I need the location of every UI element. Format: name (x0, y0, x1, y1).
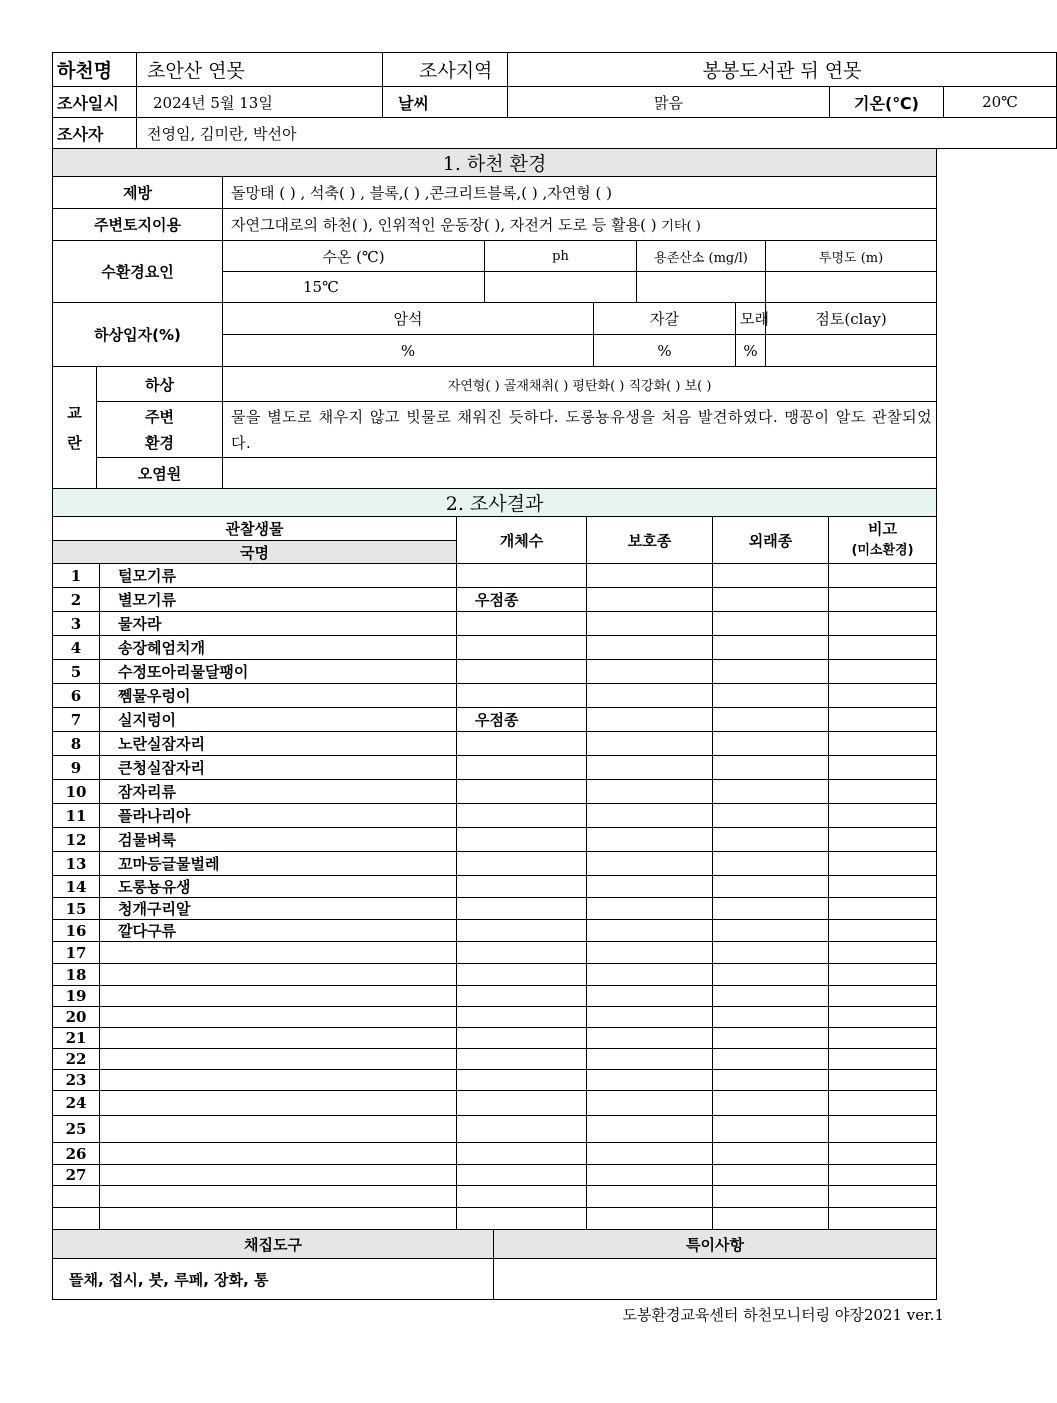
row-number: 11 (53, 804, 100, 828)
note-cell (829, 660, 937, 684)
table-row (53, 732, 937, 756)
individual-count (457, 1143, 587, 1165)
water-label: 수환경요인 (53, 241, 223, 303)
alien-cell (713, 942, 829, 964)
individual-count (457, 684, 587, 708)
note-cell (829, 1208, 937, 1230)
species-name: 큰청실잠자리 (100, 756, 457, 780)
remarks-label: 특이사항 (494, 1230, 937, 1259)
date-label: 조사일시 (53, 87, 137, 118)
table-row (53, 684, 937, 708)
alien-cell (713, 636, 829, 660)
row-number: 17 (53, 942, 100, 964)
species-name: 청개구리알 (100, 898, 457, 920)
note-cell (829, 986, 937, 1007)
remarks-value (494, 1259, 937, 1300)
protected-cell (587, 612, 713, 636)
landuse-other: 기타( ) (661, 219, 701, 234)
table-row (53, 1143, 937, 1165)
water-header-temp: 수온 (℃) (223, 241, 485, 272)
row-number: 7 (53, 708, 100, 732)
note-cell (829, 1049, 937, 1070)
table-row (53, 1208, 937, 1230)
row-number: 22 (53, 1049, 100, 1070)
sediment-value-sand: % (736, 335, 766, 367)
table-row (53, 588, 937, 612)
area-label: 조사지역 (383, 53, 508, 87)
individual-count (457, 564, 587, 588)
protected-cell (587, 1186, 713, 1208)
protected-cell (587, 564, 713, 588)
water-value-do (637, 272, 766, 303)
pollution-value (223, 458, 937, 489)
note-cell (829, 780, 937, 804)
alien-cell (713, 588, 829, 612)
sediment-header-clay: 점토(clay) (766, 303, 937, 335)
species-name (100, 1028, 457, 1049)
table-row (53, 660, 937, 684)
protected-cell (587, 876, 713, 898)
row-number: 24 (53, 1091, 100, 1116)
note-cell (829, 964, 937, 986)
alien-cell (713, 564, 829, 588)
note-cell (829, 804, 937, 828)
species-name (100, 1186, 457, 1208)
row-number: 12 (53, 828, 100, 852)
table-row (53, 920, 937, 942)
table-row (53, 898, 937, 920)
note-cell (829, 876, 937, 898)
note-cell (829, 684, 937, 708)
note-cell (829, 1091, 937, 1116)
tools-label: 채집도구 (53, 1230, 494, 1259)
alien-cell (713, 898, 829, 920)
row-number: 2 (53, 588, 100, 612)
species-name (100, 1208, 457, 1230)
alien-cell (713, 828, 829, 852)
individual-count (457, 1165, 587, 1186)
species-name: 검물벼룩 (100, 828, 457, 852)
alien-cell (713, 1028, 829, 1049)
protected-cell (587, 920, 713, 942)
col-count: 개체수 (457, 517, 587, 564)
surveyor-label: 조사자 (53, 118, 137, 149)
riverbed-options: 자연형( ) 골재채취( ) 평탄화( ) 직강화( ) 보( ) (223, 367, 937, 402)
species-name: 깔다구류 (100, 920, 457, 942)
row-number: 25 (53, 1116, 100, 1143)
protected-cell (587, 1143, 713, 1165)
individual-count (457, 942, 587, 964)
protected-cell (587, 1208, 713, 1230)
note-cell (829, 636, 937, 660)
weather-label: 날씨 (383, 87, 508, 118)
table-row (53, 1165, 937, 1186)
species-name: 도롱뇽유생 (100, 876, 457, 898)
temp-value: 20℃ (944, 87, 1057, 118)
species-name (100, 1070, 457, 1091)
protected-cell (587, 636, 713, 660)
alien-cell (713, 612, 829, 636)
footer-text: 도봉환경교육센터 하천모니터링 야장2021 ver.1 (622, 1306, 944, 1324)
individual-count (457, 964, 587, 986)
note-cell (829, 1143, 937, 1165)
species-name (100, 1007, 457, 1028)
protected-cell (587, 852, 713, 876)
alien-cell (713, 920, 829, 942)
protected-cell (587, 780, 713, 804)
row-number: 14 (53, 876, 100, 898)
protected-cell (587, 964, 713, 986)
note-cell (829, 612, 937, 636)
note-cell (829, 920, 937, 942)
protected-cell (587, 804, 713, 828)
individual-count (457, 1116, 587, 1143)
individual-count (457, 1070, 587, 1091)
table-row (53, 964, 937, 986)
table-row (53, 804, 937, 828)
table-row (53, 1116, 937, 1143)
alien-cell (713, 1091, 829, 1116)
protected-cell (587, 828, 713, 852)
protected-cell (587, 1070, 713, 1091)
sediment-header-sand: 모래 (736, 303, 766, 335)
row-number: 16 (53, 920, 100, 942)
area-value: 봉봉도서관 뒤 연못 (508, 53, 1057, 87)
alien-cell (713, 660, 829, 684)
row-number: 8 (53, 732, 100, 756)
table-row (53, 828, 937, 852)
surveyor-value: 전영임, 김미란, 박선아 (137, 118, 1057, 149)
row-number: 23 (53, 1070, 100, 1091)
note-cell (829, 898, 937, 920)
individual-count (457, 1186, 587, 1208)
section2-title: 2. 조사결과 (53, 489, 937, 517)
note-cell (829, 942, 937, 964)
species-name (100, 942, 457, 964)
individual-count (457, 898, 587, 920)
alien-cell (713, 756, 829, 780)
row-number: 3 (53, 612, 100, 636)
alien-cell (713, 1007, 829, 1028)
note-cell (829, 828, 937, 852)
water-value-transparency (766, 272, 937, 303)
sediment-value-rock: % (223, 335, 594, 367)
protected-cell (587, 986, 713, 1007)
table-row (53, 612, 937, 636)
sediment-header-rock: 암석 (223, 303, 594, 335)
species-name (100, 1049, 457, 1070)
channel-label: 교 란 (53, 367, 97, 489)
embankment-options: 돌망태 ( ) , 석축( ) , 블록,( ) ,콘크리트블록,( ) ,자연형 ( ) (223, 177, 937, 209)
alien-cell (713, 780, 829, 804)
alien-cell (713, 1186, 829, 1208)
protected-cell (587, 660, 713, 684)
water-value-ph (485, 272, 637, 303)
alien-cell (713, 684, 829, 708)
protected-cell (587, 1007, 713, 1028)
col-alien: 외래종 (713, 517, 829, 564)
table-row (53, 986, 937, 1007)
individual-count (457, 1091, 587, 1116)
alien-cell (713, 732, 829, 756)
table-row (53, 1186, 937, 1208)
table-row (53, 756, 937, 780)
protected-cell (587, 708, 713, 732)
sediment-value-gravel: % (594, 335, 736, 367)
species-name: 쩸물우렁이 (100, 684, 457, 708)
individual-count (457, 920, 587, 942)
table-row (53, 942, 937, 964)
table-row (53, 636, 937, 660)
species-name (100, 1091, 457, 1116)
individual-count: 우점종 (457, 588, 587, 612)
species-name: 물자라 (100, 612, 457, 636)
species-name: 플라나리아 (100, 804, 457, 828)
table-row (53, 780, 937, 804)
tools-value: 뜰채, 접시, 붓, 루페, 장화, 통 (53, 1259, 494, 1300)
row-number: 21 (53, 1028, 100, 1049)
river-value: 초안산 연못 (137, 53, 383, 87)
species-name: 수정또아리물달팽이 (100, 660, 457, 684)
row-number: 4 (53, 636, 100, 660)
species-name (100, 986, 457, 1007)
alien-cell (713, 876, 829, 898)
protected-cell (587, 1165, 713, 1186)
individual-count (457, 804, 587, 828)
individual-count (457, 756, 587, 780)
table-row (53, 564, 937, 588)
species-name: 털모기류 (100, 564, 457, 588)
alien-cell (713, 1143, 829, 1165)
individual-count (457, 1007, 587, 1028)
table-row (53, 1028, 937, 1049)
alien-cell (713, 1070, 829, 1091)
individual-count (457, 828, 587, 852)
individual-count (457, 1208, 587, 1230)
individual-count: 우점종 (457, 708, 587, 732)
row-number: 9 (53, 756, 100, 780)
row-number: 13 (53, 852, 100, 876)
species-name: 노란실잠자리 (100, 732, 457, 756)
note-cell (829, 1007, 937, 1028)
alien-cell (713, 852, 829, 876)
environment-table (52, 148, 937, 517)
note-cell (829, 852, 937, 876)
row-number: 27 (53, 1165, 100, 1186)
species-name (100, 1165, 457, 1186)
results-table (52, 516, 937, 1230)
table-row (53, 708, 937, 732)
row-number: 19 (53, 986, 100, 1007)
protected-cell (587, 1049, 713, 1070)
individual-count (457, 780, 587, 804)
landuse-label: 주변토지이용 (53, 209, 223, 241)
note-cell (829, 564, 937, 588)
river-label: 하천명 (53, 53, 137, 87)
bottom-table (52, 1229, 937, 1300)
individual-count (457, 732, 587, 756)
results-body (53, 564, 937, 1230)
row-number: 18 (53, 964, 100, 986)
row-number: 10 (53, 780, 100, 804)
row-number: 20 (53, 1007, 100, 1028)
temp-label: 기온(℃) (830, 87, 944, 118)
col-protected: 보호종 (587, 517, 713, 564)
alien-cell (713, 986, 829, 1007)
row-number (53, 1186, 100, 1208)
note-cell (829, 732, 937, 756)
table-row (53, 852, 937, 876)
water-header-do: 용존산소 (mg/l) (637, 241, 766, 272)
individual-count (457, 1028, 587, 1049)
row-number: 6 (53, 684, 100, 708)
embankment-label: 제방 (53, 177, 223, 209)
species-name: 잠자리류 (100, 780, 457, 804)
species-name (100, 1143, 457, 1165)
row-number: 15 (53, 898, 100, 920)
col-name: 국명 (53, 541, 457, 564)
note-cell (829, 1028, 937, 1049)
protected-cell (587, 942, 713, 964)
row-number: 26 (53, 1143, 100, 1165)
protected-cell (587, 588, 713, 612)
water-header-transparency: 투명도 (m) (766, 241, 937, 272)
species-name: 꼬마등글물벌레 (100, 852, 457, 876)
water-value-temp: 15℃ (223, 272, 485, 303)
species-name (100, 964, 457, 986)
alien-cell (713, 964, 829, 986)
section1-title: 1. 하천 환경 (53, 149, 937, 177)
header-table (52, 52, 1057, 149)
row-number: 1 (53, 564, 100, 588)
sediment-value-clay (766, 335, 937, 367)
note-cell (829, 588, 937, 612)
individual-count (457, 986, 587, 1007)
weather-value: 맑음 (508, 87, 830, 118)
alien-cell (713, 804, 829, 828)
protected-cell (587, 1091, 713, 1116)
table-row (53, 1049, 937, 1070)
col-note: 비고 (미소환경) (829, 517, 937, 564)
note-cell (829, 708, 937, 732)
survey-sheet (52, 52, 1018, 1300)
alien-cell (713, 1165, 829, 1186)
alien-cell (713, 1116, 829, 1143)
sediment-label: 하상입자(%) (53, 303, 223, 367)
water-header-ph: ph (485, 241, 637, 272)
alien-cell (713, 708, 829, 732)
alien-cell (713, 1049, 829, 1070)
surround-text: 물을 별도로 채우지 않고 빗물로 채워진 듯하다. 도롱뇽유생을 처음 발견하였다. 맹꽁이 알도 관찰되었다. (223, 402, 937, 458)
protected-cell (587, 898, 713, 920)
note-cell (829, 1165, 937, 1186)
species-name (100, 1116, 457, 1143)
table-row (53, 876, 937, 898)
note-cell (829, 756, 937, 780)
species-name: 별모기류 (100, 588, 457, 612)
note-cell (829, 1186, 937, 1208)
alien-cell (713, 1208, 829, 1230)
individual-count (457, 876, 587, 898)
row-number: 5 (53, 660, 100, 684)
table-row (53, 1091, 937, 1116)
species-name: 송장헤엄치개 (100, 636, 457, 660)
riverbed-label: 하상 (97, 367, 223, 402)
protected-cell (587, 732, 713, 756)
table-row (53, 1007, 937, 1028)
landuse-options: 자연그대로의 하천( ), 인위적인 운동장( ), 자전거 도로 등 활용( ) (231, 216, 657, 234)
individual-count (457, 660, 587, 684)
individual-count (457, 612, 587, 636)
row-number (53, 1208, 100, 1230)
col-observed: 관찰생물 (53, 517, 457, 541)
protected-cell (587, 756, 713, 780)
species-name: 실지렁이 (100, 708, 457, 732)
surround-label: 주변 환경 (97, 402, 223, 458)
protected-cell (587, 1116, 713, 1143)
individual-count (457, 636, 587, 660)
note-cell (829, 1070, 937, 1091)
date-value: 2024년 5월 13일 (137, 87, 383, 118)
sediment-header-gravel: 자갈 (594, 303, 736, 335)
table-row (53, 1070, 937, 1091)
pollution-label: 오염원 (97, 458, 223, 489)
protected-cell (587, 684, 713, 708)
individual-count (457, 1049, 587, 1070)
individual-count (457, 852, 587, 876)
note-cell (829, 1116, 937, 1143)
protected-cell (587, 1028, 713, 1049)
